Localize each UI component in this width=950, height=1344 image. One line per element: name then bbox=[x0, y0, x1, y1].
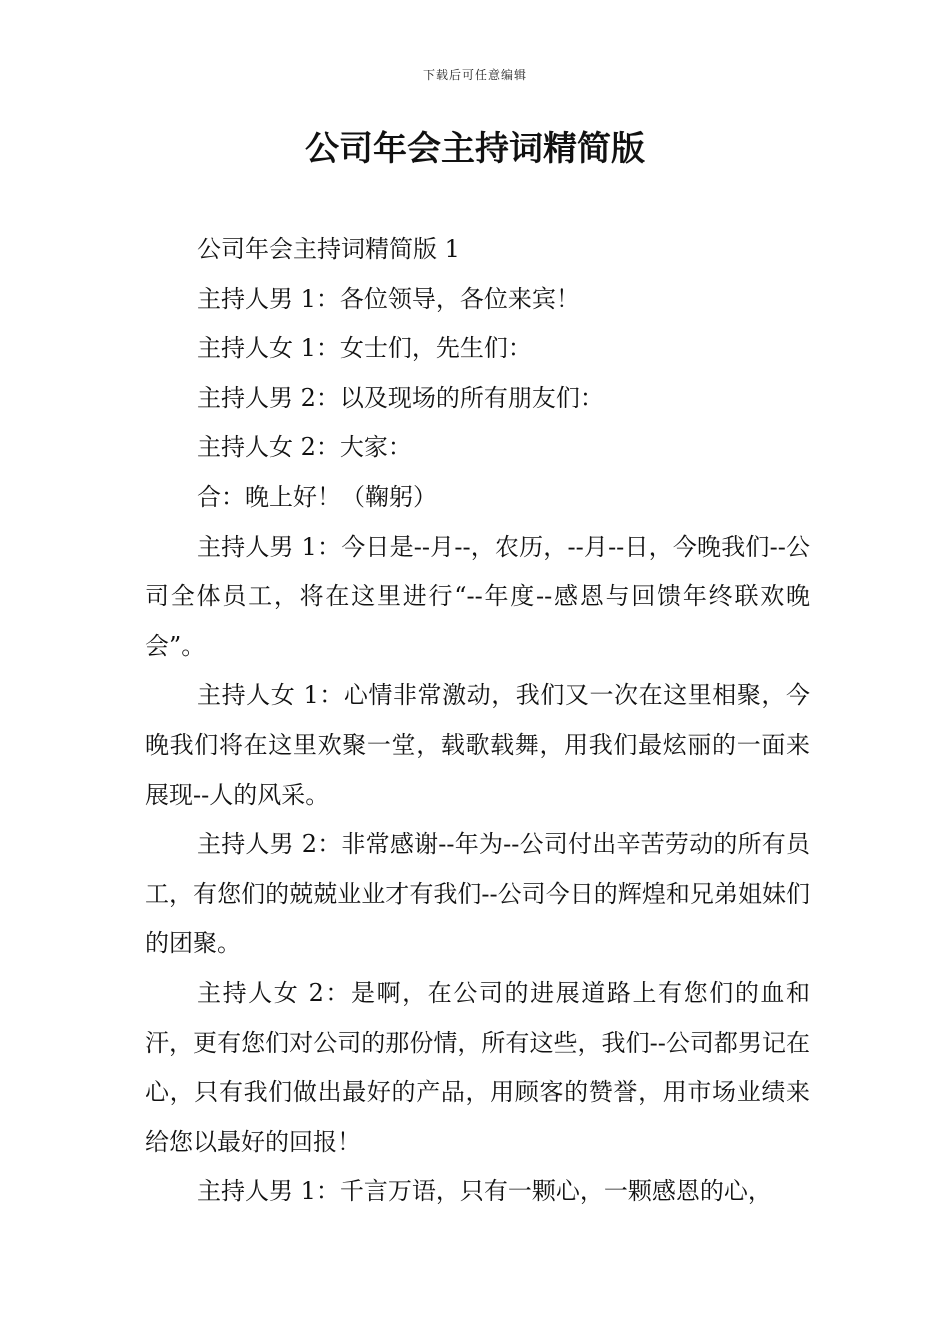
paragraph-host-female-1-intro: 主持人女 1：心情非常激动，我们又一次在这里相聚，今晚我们将在这里欢聚一堂，载歌载舞，用我们最炫丽的一面来展现--人的风采。 bbox=[145, 681, 810, 809]
paragraph-host-male-2-thanks: 主持人男 2：非常感谢--年为--公司付出辛苦劳动的所有员工，有您们的兢兢业业才有我们--公司今日的辉煌和兄弟姐妹们的团聚。 bbox=[145, 830, 810, 958]
document-title: 公司年会主持词精简版 bbox=[305, 129, 645, 169]
paragraph-host-female-1-greeting: 主持人女 1：女士们，先生们： bbox=[197, 334, 532, 363]
document-body bbox=[145, 225, 810, 1217]
paragraph-host-female-2-greeting: 主持人女 2：大家： bbox=[197, 433, 412, 462]
paragraph-host-male-1-greeting: 主持人男 1：各位领导，各位来宾！ bbox=[197, 284, 580, 313]
paragraph-section-heading: 公司年会主持词精简版 1 bbox=[197, 235, 460, 263]
paragraph-host-male-2-greeting: 主持人男 2：以及现场的所有朋友们： bbox=[197, 383, 604, 412]
header-note: 下载后可任意编辑 bbox=[422, 68, 527, 82]
paragraph-host-female-2-thanks: 主持人女 2：是啊，在公司的进展道路上有您们的血和汗，更有您们对公司的那份情，所有这些，我们--公司都男记在心，只有我们做出最好的产品，用顾客的赞誉，用市场业绩来给您以最好的回报！ bbox=[145, 978, 810, 1156]
paragraph-host-male-1-closing: 主持人男 1：千言万语，只有一颗心，一颗感恩的心， bbox=[197, 1177, 772, 1206]
paragraph-together-greeting: 合：晚上好！（鞠躬） bbox=[197, 482, 437, 511]
paragraph-host-male-1-intro: 主持人男 1：今日是--月--，农历，--月--日，今晚我们--公司全体员工，将在这里进行“--年度--感恩与回馈年终联欢晚会”。 bbox=[145, 532, 810, 660]
